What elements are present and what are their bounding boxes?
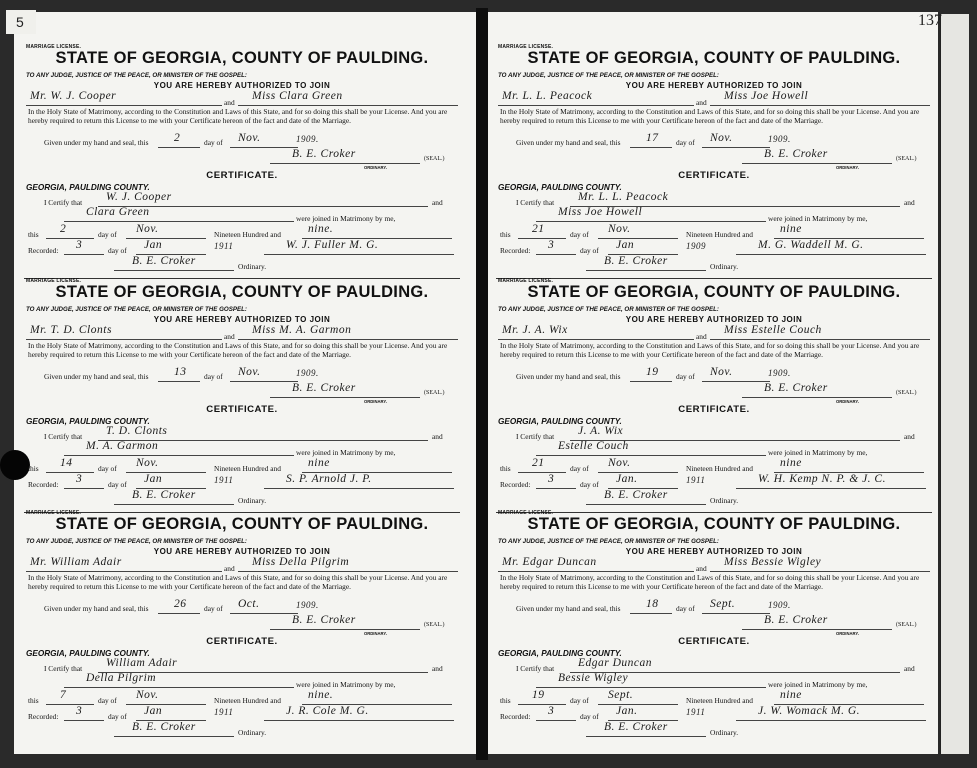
ordinary-signature: B. E. Croker — [764, 382, 828, 394]
nineteen-hundred-label: Nineteen Hundred and — [686, 230, 753, 239]
authorized-heading: YOU ARE HEREBY AUTHORIZED TO JOIN — [625, 547, 803, 556]
license-body-text: In the Holy State of Matrimony, according to the Constitution and Laws of this State, and for so doing this shall be your License. And you are hereby required to return this License to me with your Certificate hereon of the fact and date of the Marriage. — [500, 107, 920, 125]
day-of-label: day of — [676, 138, 695, 147]
marriage-month: Nov. — [136, 457, 159, 469]
and-label-2: and — [904, 664, 915, 673]
day-of-label: day of — [676, 604, 695, 613]
recorded-ordinary-signature: B. E. Croker — [132, 255, 196, 267]
to-any-judge-line: TO ANY JUDGE, JUSTICE OF THE PEACE, OR MINISTER OF THE GOSPEL: — [26, 306, 247, 313]
certificate-heading: CERTIFICATE. — [206, 404, 278, 415]
groom-underline — [26, 571, 222, 572]
i-certify-label: I Certify that — [44, 664, 83, 673]
day-of-label-2: day of — [570, 230, 589, 239]
ordinary-label: Ordinary. — [238, 262, 267, 271]
bride-underline — [238, 105, 458, 106]
i-certify-label: I Certify that — [516, 664, 555, 673]
bride-name: Miss Bessie Wigley — [724, 556, 822, 568]
georgia-county-label: GEORGIA, PAULDING COUNTY. — [498, 649, 622, 658]
day-of-label-3: day of — [580, 480, 599, 489]
seal-label: (SEAL.) — [896, 156, 917, 162]
groom-name: Mr. W. J. Cooper — [30, 90, 117, 102]
recorded-ordinary-signature: B. E. Croker — [604, 489, 668, 501]
state-title: STATE OF GEORGIA, COUNTY OF PAULDING. — [527, 283, 901, 301]
given-label: Given under my hand and seal, this — [44, 138, 149, 147]
i-certify-label: I Certify that — [516, 198, 555, 207]
given-label: Given under my hand and seal, this — [516, 372, 621, 381]
bride-name: Miss Della Pilgrim — [252, 556, 350, 568]
recorded-day: 3 — [548, 705, 555, 717]
joined-label: were joined in Matrimony by me, — [296, 680, 396, 689]
recorded-day-underline — [536, 254, 576, 255]
corner-mark-text: 5 — [16, 14, 24, 30]
i-certify-label: I Certify that — [516, 432, 555, 441]
issue-month-underline — [702, 147, 770, 148]
recorded-label: Recorded: — [500, 480, 531, 489]
cert-bride-name: Clara Green — [86, 206, 150, 218]
recorded-day-underline — [64, 720, 104, 721]
officiant-underline — [264, 488, 454, 489]
groom-name: Mr. J. A. Wix — [502, 324, 568, 336]
day-of-label-3: day of — [108, 480, 127, 489]
cert-bride-name: M. A. Garmon — [86, 440, 159, 452]
marriage-year: nine. — [308, 689, 334, 701]
bride-underline — [238, 571, 458, 572]
issue-day-underline — [158, 613, 200, 614]
issue-day-underline — [158, 147, 200, 148]
recorded-ordinary-underline — [586, 736, 706, 737]
cert-groom-name: William Adair — [106, 657, 178, 669]
groom-underline — [26, 339, 222, 340]
officiant-name: S. P. Arnold J. P. — [286, 473, 372, 485]
officiant-underline — [736, 254, 926, 255]
to-any-judge-line: TO ANY JUDGE, JUSTICE OF THE PEACE, OR MINISTER OF THE GOSPEL: — [26, 538, 247, 545]
license-body-text: In the Holy State of Matrimony, according to the Constitution and Laws of this State, and for so doing this shall be your License. And you are hereby required to return this License to me with your Certificate hereon of the fact and date of the Marriage. — [28, 107, 448, 125]
marriage-year: nine. — [308, 223, 334, 235]
cert-bride-name: Estelle Couch — [558, 440, 629, 452]
marriage-month-underline — [126, 472, 206, 473]
book-gutter — [476, 8, 488, 760]
marriage-day: 19 — [532, 689, 545, 701]
issue-month: Nov. — [710, 366, 733, 378]
joined-label: were joined in Matrimony by me, — [296, 448, 396, 457]
recorded-day-underline — [536, 720, 576, 721]
issue-day: 18 — [646, 598, 659, 610]
marriage-year: nine — [780, 457, 802, 469]
issue-day: 17 — [646, 132, 659, 144]
issue-month: Nov. — [710, 132, 733, 144]
marriage-year: nine — [780, 689, 802, 701]
ordinary-label: Ordinary. — [238, 496, 267, 505]
joined-label: were joined in Matrimony by me, — [768, 448, 868, 457]
ordinary-signature: B. E. Croker — [292, 148, 356, 160]
marriage-license-form — [496, 276, 932, 508]
bride-underline — [710, 105, 930, 106]
officiant-underline — [736, 720, 926, 721]
officiant-underline — [736, 488, 926, 489]
and-label-2: and — [432, 198, 443, 207]
officiant-name: W. H. Kemp N. P. & J. C. — [758, 473, 886, 485]
recorded-year: 1909 — [686, 241, 706, 251]
day-of-label-2: day of — [570, 696, 589, 705]
certificate-heading: CERTIFICATE. — [206, 170, 278, 181]
marriage-license-label: MARRIAGE LICENSE. — [498, 510, 554, 516]
issue-month-underline — [230, 613, 298, 614]
day-of-label-2: day of — [570, 464, 589, 473]
day-of-label: day of — [204, 604, 223, 613]
ordinary-small-label: ORDINARY. — [364, 399, 387, 404]
seal-label: (SEAL.) — [896, 390, 917, 396]
marriage-license-label: MARRIAGE LICENSE. — [26, 278, 82, 284]
marriage-day: 21 — [532, 457, 545, 469]
given-label: Given under my hand and seal, this — [516, 138, 621, 147]
marriage-month: Nov. — [136, 689, 159, 701]
issue-day-underline — [630, 613, 672, 614]
day-of-label-2: day of — [98, 464, 117, 473]
bride-underline — [710, 571, 930, 572]
day-of-label-3: day of — [108, 712, 127, 721]
marriage-license-label: MARRIAGE LICENSE. — [26, 44, 82, 50]
nineteen-hundred-label: Nineteen Hundred and — [686, 696, 753, 705]
and-label: and — [696, 98, 707, 107]
cert-groom-name: Mr. L. L. Peacock — [578, 191, 669, 203]
recorded-month: Jan — [144, 473, 163, 485]
certificate-heading: CERTIFICATE. — [678, 636, 750, 647]
certificate-heading: CERTIFICATE. — [678, 170, 750, 181]
recorded-month: Jan — [144, 705, 163, 717]
recorded-label: Recorded: — [28, 712, 59, 721]
certificate-heading: CERTIFICATE. — [678, 404, 750, 415]
bride-name: Miss M. A. Garmon — [252, 324, 352, 336]
officiant-name: J. W. Womack M. G. — [758, 705, 861, 717]
day-of-label-2: day of — [98, 230, 117, 239]
and-label: and — [224, 98, 235, 107]
cert-groom-name: W. J. Cooper — [106, 191, 172, 203]
i-certify-label: I Certify that — [44, 432, 83, 441]
recorded-day: 3 — [76, 239, 83, 251]
marriage-day: 2 — [60, 223, 67, 235]
issue-month: Nov. — [238, 132, 261, 144]
recorded-ordinary-signature: B. E. Croker — [604, 721, 668, 733]
marriage-month: Nov. — [136, 223, 159, 235]
state-title: STATE OF GEORGIA, COUNTY OF PAULDING. — [527, 515, 901, 533]
ordinary-signature: B. E. Croker — [292, 382, 356, 394]
officiant-underline — [264, 254, 454, 255]
ordinary-signature: B. E. Croker — [764, 614, 828, 626]
marriage-license-form — [24, 276, 460, 508]
recorded-day: 3 — [76, 473, 83, 485]
to-any-judge-line: TO ANY JUDGE, JUSTICE OF THE PEACE, OR MINISTER OF THE GOSPEL: — [498, 72, 719, 79]
issue-day: 2 — [174, 132, 181, 144]
cert-groom-name: Edgar Duncan — [578, 657, 653, 669]
and-label-2: and — [904, 198, 915, 207]
ordinary-small-label: ORDINARY. — [836, 165, 859, 170]
i-certify-label: I Certify that — [44, 198, 83, 207]
ordinary-small-label: ORDINARY. — [364, 165, 387, 170]
and-label: and — [224, 332, 235, 341]
corner-mark — [6, 10, 36, 34]
authorized-heading: YOU ARE HEREBY AUTHORIZED TO JOIN — [153, 315, 331, 324]
recorded-year: 1911 — [214, 475, 234, 485]
to-any-judge-line: TO ANY JUDGE, JUSTICE OF THE PEACE, OR MINISTER OF THE GOSPEL: — [498, 538, 719, 545]
day-of-label-3: day of — [580, 246, 599, 255]
issue-day-underline — [630, 381, 672, 382]
issue-month-underline — [702, 381, 770, 382]
recorded-ordinary-signature: B. E. Croker — [132, 721, 196, 733]
marriage-month-underline — [126, 704, 206, 705]
cert-bride-underline — [64, 687, 294, 688]
marriage-year: nine — [308, 457, 330, 469]
ordinary-small-label: ORDINARY. — [364, 631, 387, 636]
georgia-county-label: GEORGIA, PAULDING COUNTY. — [26, 183, 150, 192]
this-label: this — [28, 464, 39, 473]
to-any-judge-line: TO ANY JUDGE, JUSTICE OF THE PEACE, OR MINISTER OF THE GOSPEL: — [26, 72, 247, 79]
cert-groom-name: J. A. Wix — [578, 425, 624, 437]
marriage-license-form — [496, 42, 932, 274]
marriage-day-underline — [518, 472, 566, 473]
cert-bride-underline — [64, 455, 294, 456]
cert-bride-underline — [536, 687, 766, 688]
authorized-heading: YOU ARE HEREBY AUTHORIZED TO JOIN — [153, 81, 331, 90]
license-body-text: In the Holy State of Matrimony, according to the Constitution and Laws of this State, and for so doing this shall be your License. And you are hereby required to return this License to me with your Certificate hereon of the fact and date of the Marriage. — [28, 573, 448, 591]
day-of-label: day of — [676, 372, 695, 381]
recorded-month: Jan. — [616, 473, 638, 485]
marriage-day-underline — [46, 704, 94, 705]
issue-year: 1909. — [768, 600, 791, 610]
ordinary-underline — [742, 163, 892, 164]
issue-month-underline — [230, 147, 298, 148]
marriage-year: nine — [780, 223, 802, 235]
bride-name: Miss Estelle Couch — [724, 324, 822, 336]
joined-label: were joined in Matrimony by me, — [768, 680, 868, 689]
groom-underline — [26, 105, 222, 106]
recorded-day: 3 — [76, 705, 83, 717]
bride-underline — [238, 339, 458, 340]
marriage-day: 21 — [532, 223, 545, 235]
certificate-heading: CERTIFICATE. — [206, 636, 278, 647]
ordinary-label: Ordinary. — [710, 262, 739, 271]
state-title: STATE OF GEORGIA, COUNTY OF PAULDING. — [55, 283, 429, 301]
recorded-label: Recorded: — [500, 712, 531, 721]
issue-month: Oct. — [238, 598, 260, 610]
to-any-judge-line: TO ANY JUDGE, JUSTICE OF THE PEACE, OR MINISTER OF THE GOSPEL: — [498, 306, 719, 313]
given-label: Given under my hand and seal, this — [44, 372, 149, 381]
recorded-year: 1911 — [214, 241, 234, 251]
issue-month-underline — [230, 381, 298, 382]
ordinary-signature: B. E. Croker — [764, 148, 828, 160]
nineteen-hundred-label: Nineteen Hundred and — [214, 464, 281, 473]
marriage-day: 14 — [60, 457, 73, 469]
joined-label: were joined in Matrimony by me, — [296, 214, 396, 223]
georgia-county-label: GEORGIA, PAULDING COUNTY. — [498, 183, 622, 192]
issue-year: 1909. — [768, 134, 791, 144]
recorded-year: 1911 — [214, 707, 234, 717]
recorded-day-underline — [64, 488, 104, 489]
recorded-ordinary-signature: B. E. Croker — [132, 489, 196, 501]
officiant-name: M. G. Waddell M. G. — [758, 239, 864, 251]
marriage-day-underline — [46, 238, 94, 239]
groom-name: Mr. William Adair — [30, 556, 122, 568]
issue-year: 1909. — [768, 368, 791, 378]
marriage-month: Nov. — [608, 457, 631, 469]
day-of-label-3: day of — [108, 246, 127, 255]
officiant-name: J. R. Cole M. G. — [286, 705, 369, 717]
day-of-label: day of — [204, 138, 223, 147]
recorded-year: 1911 — [686, 707, 706, 717]
and-label-2: and — [432, 664, 443, 673]
cert-bride-underline — [64, 221, 294, 222]
cert-bride-underline — [536, 221, 766, 222]
nineteen-hundred-label: Nineteen Hundred and — [214, 230, 281, 239]
license-body-text: In the Holy State of Matrimony, according to the Constitution and Laws of this State, and for so doing this shall be your License. And you are hereby required to return this License to me with your Certificate hereon of the fact and date of the Marriage. — [28, 341, 448, 359]
georgia-county-label: GEORGIA, PAULDING COUNTY. — [498, 417, 622, 426]
given-label: Given under my hand and seal, this — [44, 604, 149, 613]
recorded-day: 3 — [548, 239, 555, 251]
nineteen-hundred-label: Nineteen Hundred and — [214, 696, 281, 705]
recorded-day: 3 — [548, 473, 555, 485]
this-label: this — [28, 696, 39, 705]
recorded-day-underline — [536, 488, 576, 489]
ordinary-underline — [270, 163, 420, 164]
marriage-license-form — [24, 42, 460, 274]
marriage-day-underline — [518, 704, 566, 705]
marriage-month: Sept. — [608, 689, 634, 701]
groom-underline — [498, 339, 694, 340]
joined-label: were joined in Matrimony by me, — [768, 214, 868, 223]
marriage-month-underline — [598, 238, 678, 239]
given-label: Given under my hand and seal, this — [516, 604, 621, 613]
cert-groom-name: T. D. Clonts — [106, 425, 168, 437]
georgia-county-label: GEORGIA, PAULDING COUNTY. — [26, 649, 150, 658]
seal-label: (SEAL.) — [424, 390, 445, 396]
state-title: STATE OF GEORGIA, COUNTY OF PAULDING. — [527, 49, 901, 67]
groom-name: Mr. Edgar Duncan — [502, 556, 597, 568]
marriage-month-underline — [126, 238, 206, 239]
issue-year: 1909. — [296, 600, 319, 610]
recorded-month: Jan — [144, 239, 163, 251]
bride-underline — [710, 339, 930, 340]
groom-name: Mr. T. D. Clonts — [30, 324, 112, 336]
license-body-text: In the Holy State of Matrimony, according to the Constitution and Laws of this State, and for so doing this shall be your License. And you are hereby required to return this License to me with your Certificate hereon of the fact and date of the Marriage. — [500, 341, 920, 359]
ordinary-underline — [270, 629, 420, 630]
seal-label: (SEAL.) — [424, 622, 445, 628]
issue-day: 13 — [174, 366, 187, 378]
page-edge — [940, 14, 969, 754]
groom-name: Mr. L. L. Peacock — [502, 90, 593, 102]
issue-day-underline — [630, 147, 672, 148]
cert-bride-name: Bessie Wigley — [558, 672, 629, 684]
recorded-label: Recorded: — [28, 246, 59, 255]
cert-bride-name: Miss Joe Howell — [558, 206, 643, 218]
issue-day: 26 — [174, 598, 187, 610]
ordinary-underline — [742, 397, 892, 398]
recorded-ordinary-underline — [586, 270, 706, 271]
recorded-label: Recorded: — [28, 480, 59, 489]
ordinary-small-label: ORDINARY. — [836, 399, 859, 404]
groom-underline — [498, 571, 694, 572]
license-body-text: In the Holy State of Matrimony, according to the Constitution and Laws of this State, and for so doing this shall be your License. And you are hereby required to return this License to me with your Certificate hereon of the fact and date of the Marriage. — [500, 573, 920, 591]
recorded-label: Recorded: — [500, 246, 531, 255]
this-label: this — [500, 696, 511, 705]
cert-bride-name: Della Pilgrim — [86, 672, 157, 684]
state-title: STATE OF GEORGIA, COUNTY OF PAULDING. — [55, 515, 429, 533]
recorded-year: 1911 — [686, 475, 706, 485]
marriage-license-label: MARRIAGE LICENSE. — [498, 44, 554, 50]
issue-month-underline — [702, 613, 770, 614]
day-of-label: day of — [204, 372, 223, 381]
recorded-ordinary-signature: B. E. Croker — [604, 255, 668, 267]
and-label-2: and — [904, 432, 915, 441]
and-label: and — [224, 564, 235, 573]
recorded-ordinary-underline — [114, 736, 234, 737]
marriage-month-underline — [598, 704, 678, 705]
seal-label: (SEAL.) — [424, 156, 445, 162]
marriage-license-label: MARRIAGE LICENSE. — [26, 510, 82, 516]
issue-day: 19 — [646, 366, 659, 378]
and-label-2: and — [432, 432, 443, 441]
recorded-month: Jan. — [616, 705, 638, 717]
ordinary-label: Ordinary. — [710, 728, 739, 737]
marriage-day: 7 — [60, 689, 67, 701]
state-title: STATE OF GEORGIA, COUNTY OF PAULDING. — [55, 49, 429, 67]
issue-year: 1909. — [296, 134, 319, 144]
seal-label: (SEAL.) — [896, 622, 917, 628]
authorized-heading: YOU ARE HEREBY AUTHORIZED TO JOIN — [625, 81, 803, 90]
issue-day-underline — [158, 381, 200, 382]
authorized-heading: YOU ARE HEREBY AUTHORIZED TO JOIN — [153, 547, 331, 556]
and-label: and — [696, 564, 707, 573]
recorded-ordinary-underline — [114, 270, 234, 271]
marriage-month: Nov. — [608, 223, 631, 235]
ordinary-underline — [742, 629, 892, 630]
recorded-ordinary-underline — [586, 504, 706, 505]
recorded-month: Jan — [616, 239, 635, 251]
issue-month: Nov. — [238, 366, 261, 378]
this-label: this — [28, 230, 39, 239]
bride-name: Miss Joe Howell — [724, 90, 809, 102]
marriage-day-underline — [46, 472, 94, 473]
marriage-license-form — [24, 508, 460, 740]
marriage-license-label: MARRIAGE LICENSE. — [498, 278, 554, 284]
page-number: 137 — [918, 12, 942, 29]
ordinary-small-label: ORDINARY. — [836, 631, 859, 636]
cert-bride-underline — [536, 455, 766, 456]
georgia-county-label: GEORGIA, PAULDING COUNTY. — [26, 417, 150, 426]
marriage-month-underline — [598, 472, 678, 473]
ordinary-label: Ordinary. — [238, 728, 267, 737]
recorded-ordinary-underline — [114, 504, 234, 505]
groom-underline — [498, 105, 694, 106]
issue-month: Sept. — [710, 598, 736, 610]
officiant-name: W. J. Fuller M. G. — [286, 239, 379, 251]
marriage-day-underline — [518, 238, 566, 239]
bride-name: Miss Clara Green — [252, 90, 343, 102]
day-of-label-2: day of — [98, 696, 117, 705]
this-label: this — [500, 464, 511, 473]
authorized-heading: YOU ARE HEREBY AUTHORIZED TO JOIN — [625, 315, 803, 324]
ordinary-label: Ordinary. — [710, 496, 739, 505]
issue-year: 1909. — [296, 368, 319, 378]
ordinary-underline — [270, 397, 420, 398]
this-label: this — [500, 230, 511, 239]
ordinary-signature: B. E. Croker — [292, 614, 356, 626]
recorded-day-underline — [64, 254, 104, 255]
and-label: and — [696, 332, 707, 341]
marriage-license-form — [496, 508, 932, 740]
day-of-label-3: day of — [580, 712, 599, 721]
nineteen-hundred-label: Nineteen Hundred and — [686, 464, 753, 473]
officiant-underline — [264, 720, 454, 721]
